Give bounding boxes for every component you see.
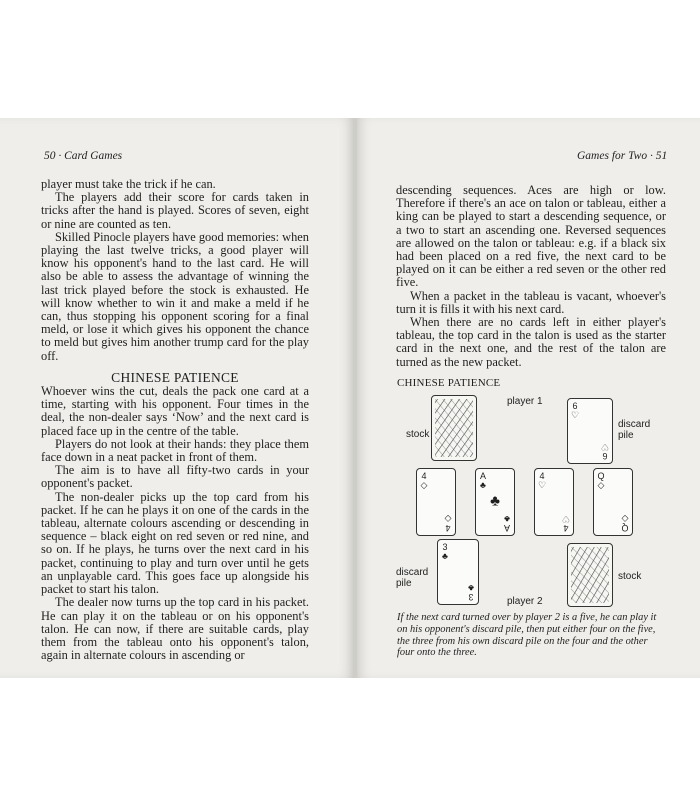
card-layout-diagram (355, 118, 700, 678)
paragraph: When a packet in the tableau is vacant, whoever's turn it is fills it with his next card. (396, 288, 666, 316)
card-rank-corner: Q ◇ (597, 471, 605, 490)
card-rank-corner: 4 ♡ (537, 471, 547, 490)
paragraph: When there are no cards left in either player's tableau, the top card in the talon is used as the starter card in the next one, and the rest of the talon are turned as the new packet. (396, 315, 666, 369)
paragraph: The aim is to have all fifty-two cards in your opponent's packet. (41, 463, 309, 491)
left-page-text (41, 178, 309, 662)
running-head-left: 50 · Card Games (44, 150, 123, 162)
player2-discard-label: discard pile (396, 567, 429, 589)
book-spread (0, 118, 700, 678)
page-gutter (353, 118, 357, 678)
card-rank-corner: 4 ◇ (420, 471, 428, 490)
paragraph: Skilled Pinocle players have good memories: when playing the last twelve tricks, a good player will know his opponent's hand to the last card. He will also be able to assess the advantage of winning the last trick played before the stock is exhausted. He will know whether to win it and make a meld if he can, thus stopping his opponent scoring for a final meld, or lose it which gives his opponent the chance to meld but gives him another trump card for the play off. (41, 229, 309, 363)
card-back-pattern (568, 544, 612, 606)
tableau-card (416, 468, 456, 536)
figure-title: CHINESE PATIENCE (397, 377, 501, 389)
right-page (355, 118, 700, 678)
player2-label: player 2 (507, 596, 543, 607)
player1-discard-label: discard pile (618, 419, 651, 441)
paragraph: Whoever wins the cut, deals the pack one card at a time, starting with his opponent. Four times in the deal, the non-dealer says ‘Now’ and the next card is placed face up in the centre of the table. (41, 384, 309, 438)
section-heading: CHINESE PATIENCE (111, 369, 239, 385)
paragraph: The non-dealer picks up the top card from his packet. If he can he plays it on one of the cards in the tableau, alternate colours ascending or descending in sequence – black eight on red seven or red nine, and so on. If he plays, he turns over the next card in his packet, continuing to play and turn over until he gets an unplayable card. This goes face up alongside his packet to start his talon. (41, 489, 309, 597)
card-rank-corner: 6 ♡ (600, 442, 610, 461)
card-rank-corner: 3 ♣ (468, 583, 474, 602)
tableau-card (534, 468, 574, 536)
player2-stock-card (567, 543, 613, 607)
card-rank-corner: Q ◇ (621, 514, 629, 533)
card-rank-corner: A ♣ (479, 471, 486, 490)
player2-discard-card (437, 539, 479, 605)
card-rank-corner: 4 ♡ (561, 514, 571, 533)
paragraph: The dealer now turns up the top card in his packet. He can play it on the tableau or on his opponent's talon. He can now, if there are suitable cards, play them from the tableau onto his opponent's talon, again in alternate colours in ascending or (41, 595, 309, 663)
paragraph: Players do not look at their hands: they place them face down in a neat packet in front of them. (41, 436, 309, 465)
card-rank-corner: 6 ♡ (570, 401, 580, 420)
player1-stock-label: stock (406, 429, 430, 440)
player1-discard-card (567, 398, 613, 464)
card-rank-corner: 3 ♣ (442, 542, 448, 561)
player1-label: player 1 (507, 396, 543, 407)
left-page (0, 118, 355, 678)
tableau-card (475, 468, 515, 536)
card-back-pattern (432, 396, 476, 460)
figure-caption: If the next card turned over by player 2 is a five, he can play it on his opponent's discard pile, then put either four on the five, the three from his own discard pile on the four and the other four onto the three. (397, 612, 657, 659)
club-icon: ♣ (490, 493, 500, 510)
tableau-card (593, 468, 633, 536)
player1-stock-card (431, 395, 477, 461)
paragraph: player must take the trick if he can. (41, 177, 216, 191)
card-rank-corner: A ♣ (504, 514, 511, 533)
paragraph: The players add their score for cards taken in tricks after the hand is played. Scores of seven, eight or nine are counted as ten. (41, 190, 309, 231)
paragraph: descending sequences. Aces are high or low. Therefore if there's an ace on talon or tableau, either a king can be played to start a descending sequence, or a two to start an ascending one. Reversed sequences are allowed on the talon or tableau: e.g. if a black six had been placed on a red five, the next card to be played on it can be either a red seven or the other red five. (396, 183, 666, 290)
player2-stock-label: stock (618, 571, 642, 582)
running-head-right: Games for Two · 51 (577, 150, 668, 162)
card-rank-corner: 4 ◇ (444, 514, 452, 533)
